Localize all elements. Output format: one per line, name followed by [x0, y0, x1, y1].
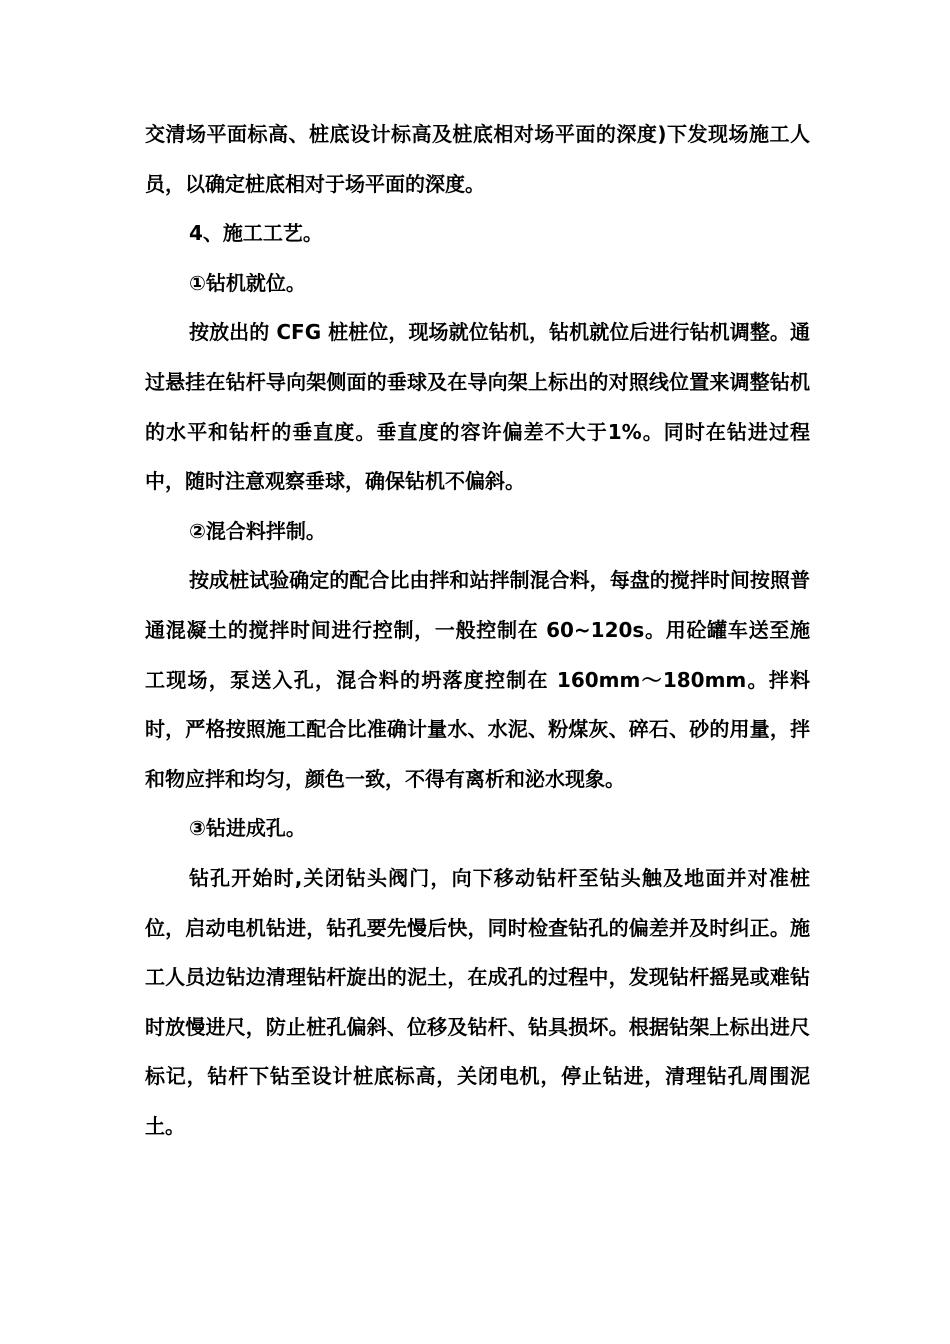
paragraph-mixture-preparation: 按成桩试验确定的配合比由拌和站拌制混合料，每盘的搅拌时间按照普通混凝土的搅拌时间进行控制，一般控制在 60~120s。用砼罐车送至施工现场，泵送入孔，混合料的坍落度控制在 160mm～180mm。拌料时，严格按照施工配合比准确计量水、水泥、粉煤灰、碎石、砂的用量，拌和物应拌和均匀，颜色一致，不得有离析和泌水现象。: [145, 568, 810, 791]
paragraph-drilling: 钻孔开始时,关闭钻头阀门，向下移动钻杆至钻头触及地面并对准桩位，启动电机钻进，钻孔要先慢后快，同时检查钻孔的偏差并及时纠正。施工人员边钻边清理钻杆旋出的泥土，在成孔的过程中，发现钻杆摇晃或难钻时放慢进尺，防止桩孔偏斜、位移及钻杆、钻具损坏。根据钻架上标出进尺标记，钻杆下钻至设计桩底标高，关闭电机，停止钻进，清理钻孔周围泥土。: [145, 865, 810, 1138]
subheading-mixture-preparation: ②混合料拌制。: [189, 518, 326, 543]
subheading-drilling: ③钻进成孔。: [189, 816, 306, 841]
heading-construction-process: 4、施工工艺。: [189, 221, 323, 246]
paragraph-continuation: 交清场平面标高、桩底设计标高及桩底相对场平面的深度)下发现场施工人员，以确定桩底相对于场平面的深度。: [145, 122, 810, 196]
paragraph-rig-positioning: 按放出的 CFG 桩桩位，现场就位钻机，钻机就位后进行钻机调整。通过悬挂在钻杆导向架侧面的垂球及在导向架上标出的对照线位置来调整钻机的水平和钻杆的垂直度。垂直度的容许偏差不大于1%。同时在钻进过程中，随时注意观察垂球，确保钻机不偏斜。: [145, 320, 810, 494]
document-body: [145, 110, 810, 1151]
subheading-rig-positioning: ①钻机就位。: [189, 270, 306, 295]
